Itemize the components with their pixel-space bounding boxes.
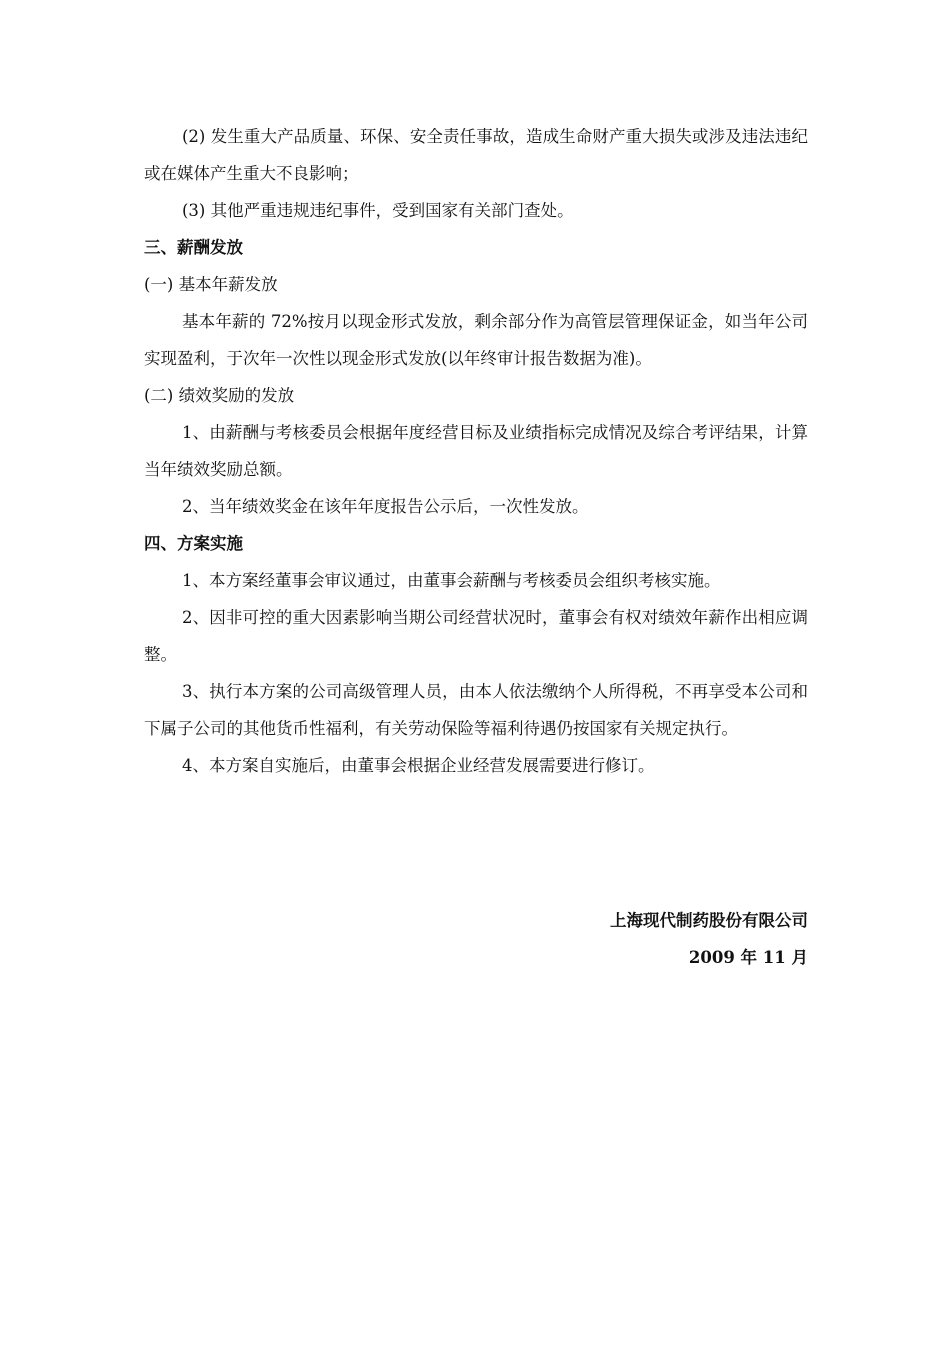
- paragraph-implementation-1: 1、本方案经董事会审议通过，由董事会薪酬与考核委员会组织考核实施。: [182, 571, 721, 590]
- paragraph-implementation-4: 4、本方案自实施后，由董事会根据企业经营发展需要进行修订。: [182, 756, 655, 775]
- paragraph-implementation-3: 3、执行本方案的公司高级管理人员，由本人依法缴纳个人所得税，不再享受本公司和下属子公司的其他货币性福利，有关劳动保险等福利待遇仍按国家有关规定执行。: [144, 682, 808, 738]
- paragraph-item-2: (2) 发生重大产品质量、环保、安全责任事故，造成生命财产重大损失或涉及违法违纪或在媒体产生重大不良影响；: [144, 127, 808, 183]
- signature-block: [610, 902, 808, 976]
- subsection-heading-base-salary: (一) 基本年薪发放: [144, 275, 278, 294]
- document-body: [144, 118, 808, 784]
- document-date: 2009 年 11 月: [688, 948, 808, 967]
- subsection-heading-performance-bonus: (二) 绩效奖励的发放: [144, 386, 295, 405]
- paragraph-item-3: (3) 其他严重违规违纪事件，受到国家有关部门查处。: [182, 201, 574, 220]
- section-heading-salary-payment: 三、薪酬发放: [144, 238, 243, 257]
- section-heading-implementation: 四、方案实施: [144, 534, 243, 553]
- paragraph-bonus-2: 2、当年绩效奖金在该年年度报告公示后，一次性发放。: [182, 497, 589, 516]
- company-name: 上海现代制药股份有限公司: [610, 911, 808, 930]
- paragraph-bonus-1: 1、由薪酬与考核委员会根据年度经营目标及业绩指标完成情况及综合考评结果，计算当年绩效奖励总额。: [144, 423, 808, 479]
- paragraph-base-salary: 基本年薪的 72%按月以现金形式发放，剩余部分作为高管层管理保证金，如当年公司实现盈利，于次年一次性以现金形式发放(以年终审计报告数据为准)。: [144, 312, 808, 368]
- paragraph-implementation-2: 2、因非可控的重大因素影响当期公司经营状况时，董事会有权对绩效年薪作出相应调整。: [144, 608, 808, 664]
